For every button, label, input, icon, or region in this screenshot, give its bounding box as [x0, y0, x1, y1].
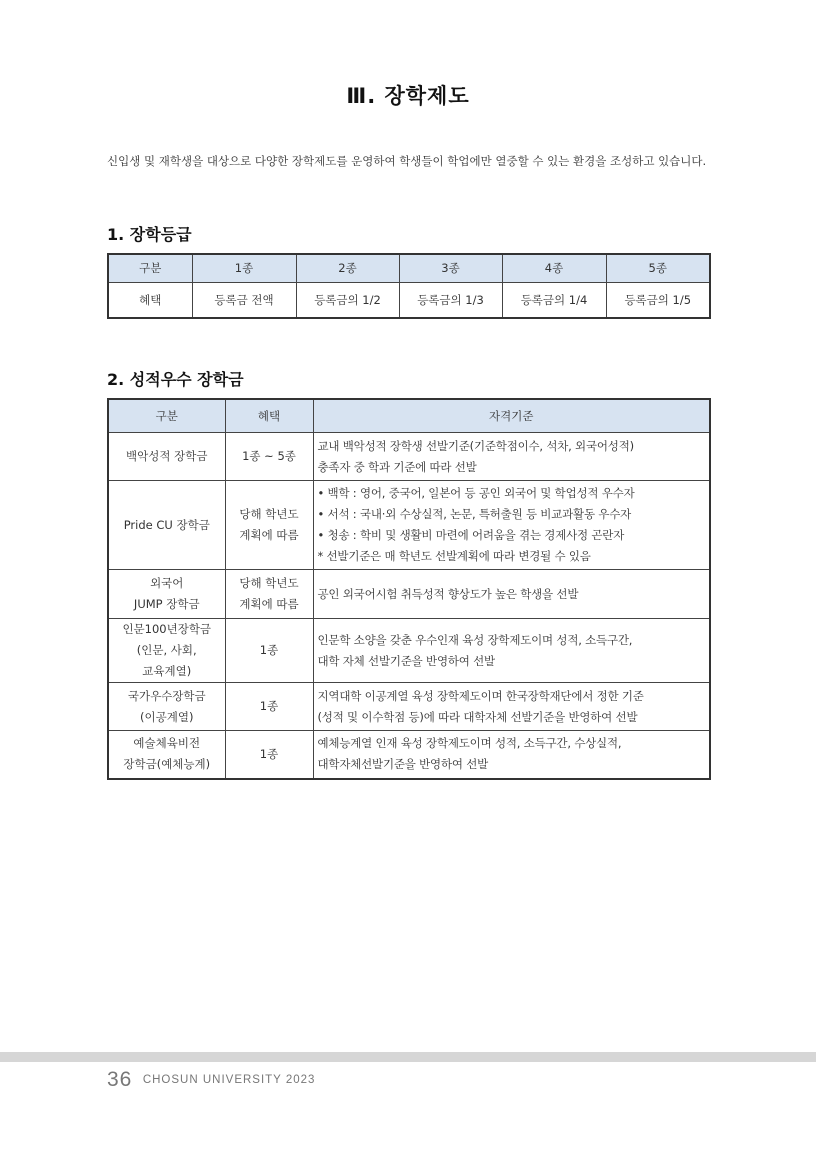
table-header-cell: 1종 [192, 254, 296, 283]
intro-paragraph: 신입생 및 재학생을 대상으로 다양한 장학제도를 운영하여 학생들이 학업에만 열중할 수 있는 환경을 조성하고 있습니다. [107, 154, 707, 168]
table-header-cell: 구분 [108, 399, 225, 433]
footer-university: CHOSUN UNIVERSITY 2023 [142, 1074, 316, 1086]
category-cell: 국가우수장학금 (이공계열) [108, 683, 225, 731]
table-header-cell: 4종 [502, 254, 606, 283]
table-header-cell: 5종 [606, 254, 710, 283]
criteria-cell: 교내 백악성적 장학생 선발기준(기준학점이수, 석차, 외국어성적) 충족자 중 학과 기준에 따라 선발 [313, 433, 710, 481]
table-cell: 등록금의 1/5 [606, 283, 710, 319]
benefit-cell: 1종 [225, 683, 313, 731]
page-footer [107, 1068, 315, 1092]
table-header-cell: 자격기준 [313, 399, 710, 433]
page-number: 36 [107, 1068, 133, 1091]
table-cell: 혜택 [108, 283, 192, 319]
category-cell: 예술체육비전 장학금(예체능계) [108, 731, 225, 779]
table-header-row [108, 254, 710, 283]
category-cell: 외국어 JUMP 장학금 [108, 570, 225, 619]
table-header-cell: 3종 [399, 254, 502, 283]
table-row [108, 570, 710, 619]
table-cell: 등록금의 1/3 [399, 283, 502, 319]
criteria-cell: 지역대학 이공계열 육성 장학제도이며 한국장학재단에서 정한 기준 (성적 및 이수학점 등)에 따라 대학자체 선발기준을 반영하여 선발 [313, 683, 710, 731]
benefit-cell: 당해 학년도 계획에 따름 [225, 481, 313, 570]
table-row [108, 619, 710, 683]
table-header-cell: 2종 [296, 254, 399, 283]
category-cell: 백악성적 장학금 [108, 433, 225, 481]
benefit-cell: 1종 [225, 731, 313, 779]
table-header-cell: 구분 [108, 254, 192, 283]
table-row [108, 683, 710, 731]
criteria-cell: • 백학 : 영어, 중국어, 일본어 등 공인 외국어 및 학업성적 우수자 • 서석 : 국내·외 수상실적, 논문, 특허출원 등 비교과활동 우수자 • 청송 : 학비 및 생활비 마련에 어려움을 겪는 경제사정 곤란자 * 선발기준은 매 학년도 선발계획에 따라 변경될 수 있음 [313, 481, 710, 570]
benefit-cell: 1종 [225, 619, 313, 683]
scholarship-grade-table [107, 253, 711, 319]
table-header-row [108, 399, 710, 433]
table-row [108, 731, 710, 779]
section-heading-merit: 2. 성적우수 장학금 [107, 370, 244, 389]
category-cell: Pride CU 장학금 [108, 481, 225, 570]
benefit-cell: 당해 학년도 계획에 따름 [225, 570, 313, 619]
table-cell: 등록금의 1/2 [296, 283, 399, 319]
criteria-cell: 인문학 소양을 갖춘 우수인재 육성 장학제도이며 성적, 소득구간, 대학 자체 선발기준을 반영하여 선발 [313, 619, 710, 683]
footer-bar [0, 1052, 816, 1062]
section-heading-grade: 1. 장학등급 [107, 225, 192, 244]
table-cell: 등록금의 1/4 [502, 283, 606, 319]
table-row [108, 433, 710, 481]
benefit-cell: 1종 ~ 5종 [225, 433, 313, 481]
table-header-cell: 혜택 [225, 399, 313, 433]
page-title: Ⅲ. 장학제도 [346, 84, 470, 108]
category-cell: 인문100년장학금 (인문, 사회, 교육계열) [108, 619, 225, 683]
criteria-cell: 공인 외국어시험 취득성적 향상도가 높은 학생을 선발 [313, 570, 710, 619]
criteria-cell: 예체능계열 인재 육성 장학제도이며 성적, 소득구간, 수상실적, 대학자체선발기준을 반영하여 선발 [313, 731, 710, 779]
merit-scholarship-table [107, 398, 711, 780]
table-cell: 등록금 전액 [192, 283, 296, 319]
table-row [108, 481, 710, 570]
table-row [108, 283, 710, 319]
